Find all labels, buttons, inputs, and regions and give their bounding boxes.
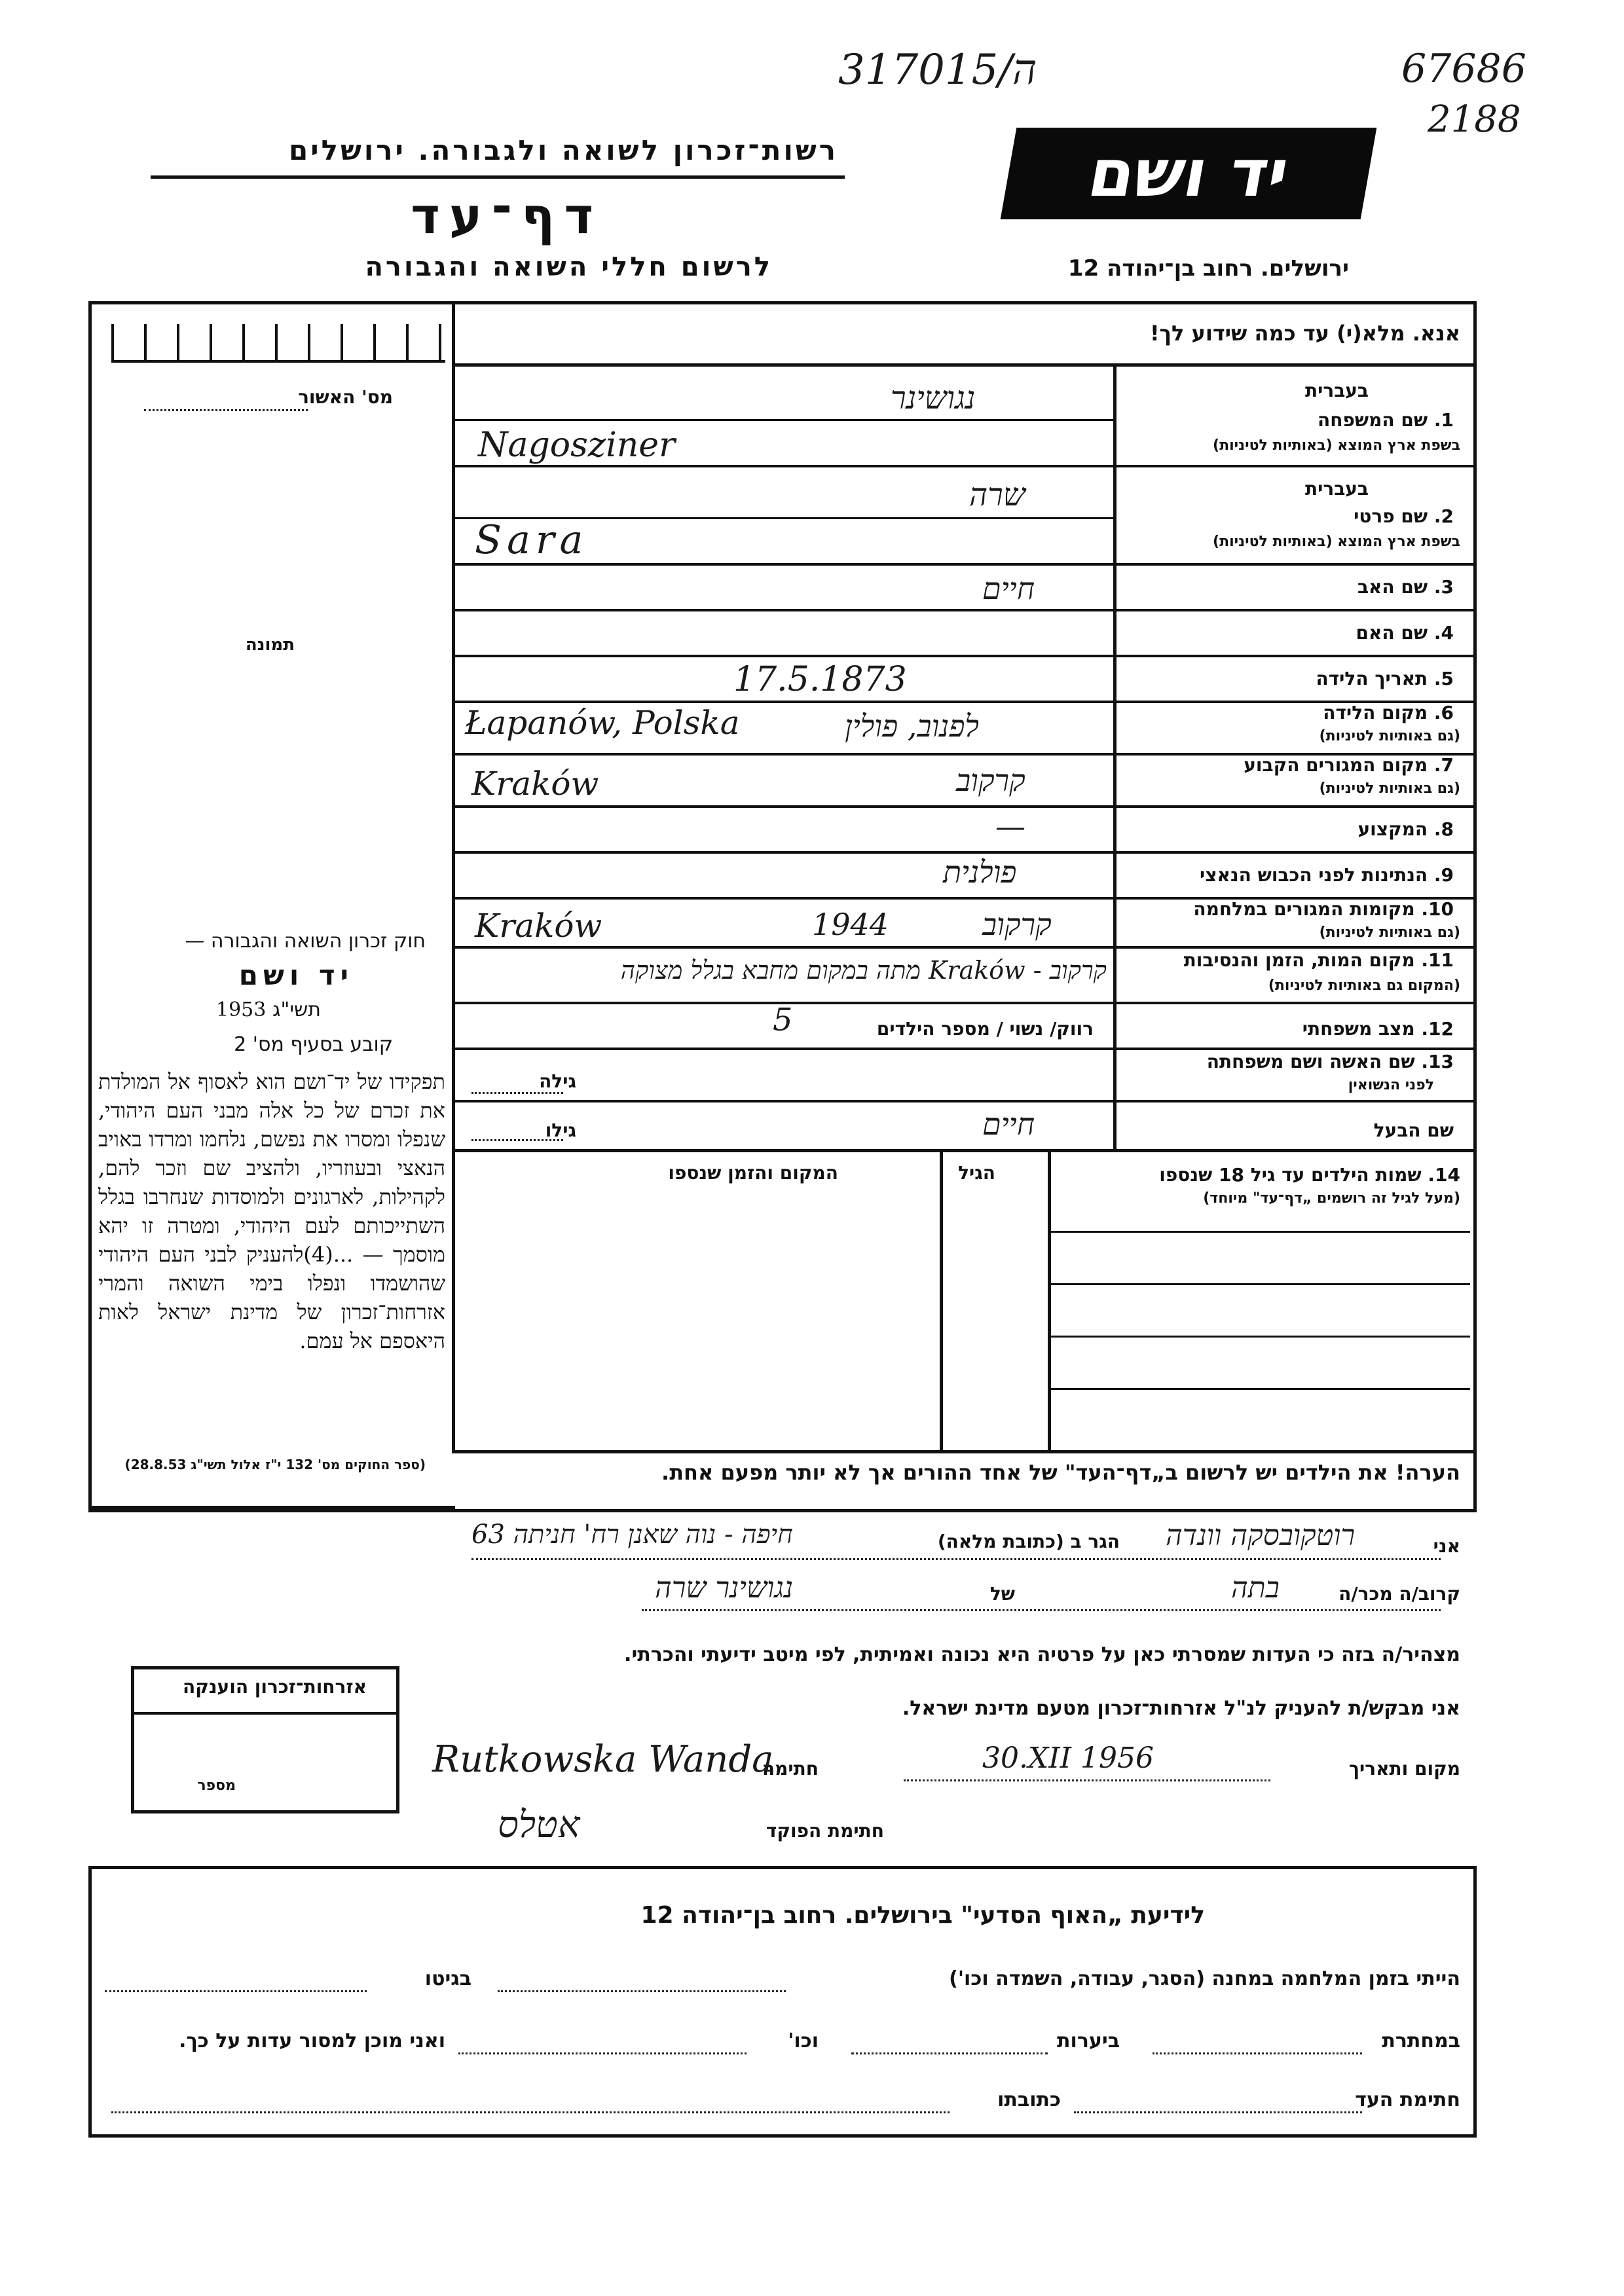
label-father: 3. שם האב <box>1357 576 1454 598</box>
law-footnote: (ספר החוקים מס' 132 י"ז אלול תשי"ג 28.8.53) <box>124 1457 426 1472</box>
father-name-value[interactable]: חיים <box>982 571 1035 606</box>
surname-hebrew-value[interactable]: נגושינר <box>891 380 976 416</box>
camp-field[interactable] <box>498 1990 786 1992</box>
war-place-hebrew-value[interactable]: קרקוב <box>982 907 1052 942</box>
war-place-latin-value[interactable]: Kraków <box>475 907 602 945</box>
children-age-header: הגיל <box>958 1162 995 1184</box>
bottom-title: לידיעת „האוף הסדעי" בירושלים. רחוב בן־יהודה 12 <box>640 1902 1205 1929</box>
date-value[interactable]: 30.XII 1956 <box>982 1741 1154 1775</box>
profession-value[interactable]: — <box>995 809 1025 844</box>
wife-age-field[interactable] <box>471 1092 563 1094</box>
law-section: קובע בסעיף מס' 2 <box>234 1033 393 1056</box>
etc-label: וכו' <box>788 2030 819 2052</box>
request-text: אני מבקש/ת להעניק לנ"ל אזרחות־זכרון מטעם מדינת ישראל. <box>902 1697 1460 1720</box>
birth-date-value[interactable]: 17.5.1873 <box>733 660 907 699</box>
citizenship-title: אזרחות־זכרון הוענקה <box>183 1676 367 1698</box>
label-marital: 12. מצב משפחתי <box>1302 1018 1454 1040</box>
law-yad-vashem: יד ושם <box>238 959 354 991</box>
approval-number-field[interactable] <box>144 409 308 411</box>
marital-options: רווק/ נשוי / מספר הילדים <box>876 1018 1094 1040</box>
label-profession: 8. המקצוע <box>1357 818 1454 840</box>
instruction-text: אנא. מלא(י) עד כמה שידוע לך! <box>1149 321 1460 346</box>
label-first-name: 2. שם פרטי <box>1354 505 1454 527</box>
underground-label: במחתרת <box>1382 2030 1460 2052</box>
label-hebrew-2: בעברית <box>1304 478 1369 500</box>
authority-name: רשות־זכרון לשואה ולגבורה. ירושלים <box>288 134 838 166</box>
war-year-value[interactable]: 1944 <box>812 907 889 942</box>
children-count-value[interactable]: 5 <box>773 1002 793 1038</box>
label-war-residence: 10. מקומות המגורים במלחמה <box>1193 898 1454 920</box>
header-rule <box>151 175 845 179</box>
ghetto-field[interactable] <box>105 1990 367 1992</box>
witness-address-label: הגר ב (כתובת מלאה) <box>937 1531 1120 1552</box>
archive-number-center: 317015/ה <box>838 46 1037 94</box>
bottom-line-1: הייתי בזמן המלחמה במחנה (הסגר, עבודה, השמדה וכו') <box>949 1967 1460 1990</box>
nationality-value[interactable]: פולנית <box>943 854 1017 890</box>
page-title: דף־עד <box>411 187 602 245</box>
law-year: 1953 <box>216 998 267 1021</box>
ghetto-label: בגיטו <box>424 1967 471 1990</box>
label-death-sub: (המקום גם באותיות לטיניות) <box>1268 977 1460 994</box>
witness-address-bottom-field[interactable] <box>111 2111 950 2113</box>
forests-field[interactable] <box>851 2052 1048 2054</box>
residence-hebrew-value[interactable]: קרקוב <box>956 763 1025 798</box>
officer-signature-label: חתימת הפוקד <box>766 1820 884 1842</box>
forests-label: ביערות <box>1057 2030 1120 2052</box>
law-title: חוק זכרון השואה והגבורה — <box>185 930 426 953</box>
label-first-name-latin: בשפת ארץ המוצא (באותיות לטיניות) <box>1213 534 1460 550</box>
label-column-divider <box>1113 367 1116 1149</box>
label-war-residence-sub: (גם באותיות לטיניות) <box>1319 924 1460 941</box>
label-nationality: 9. הנתינות לפני הכבוש הנאצי <box>1200 864 1454 886</box>
residence-latin-value[interactable]: Kraków <box>471 765 599 803</box>
wife-age-label: גילה <box>539 1070 576 1092</box>
of-name-value[interactable]: נגושינר שרה <box>655 1571 794 1605</box>
label-birth-place: 6. מקום הלידה <box>1323 702 1454 723</box>
archive-number-right: 67686 <box>1401 46 1526 92</box>
label-hebrew-1: בעברית <box>1304 380 1369 401</box>
witness-name-value[interactable]: רוטקובסקה וונדה <box>1166 1519 1356 1552</box>
underground-field[interactable] <box>1153 2052 1362 2054</box>
yad-vashem-logo: יד ושם <box>1001 128 1377 219</box>
witness-address-value[interactable]: חיפה - נוה שאנן רח' חניתה 63 <box>471 1520 793 1550</box>
witness-signature-field[interactable] <box>1074 2111 1362 2113</box>
label-surname-latin: בשפת ארץ המוצא (באותיות לטיניות) <box>1213 437 1460 454</box>
husband-name-value[interactable]: חיים <box>982 1106 1035 1142</box>
testimony-text: ואני מוכן למסור עדות על כך. <box>179 2030 445 2052</box>
citizenship-number-label: מספר <box>197 1777 236 1794</box>
place-date-label: מקום ותאריך <box>1348 1758 1460 1779</box>
officer-signature: אטלס <box>498 1804 580 1846</box>
label-wife: 13. שם האשה ושם משפחתה <box>1206 1051 1454 1072</box>
label-children: 14. שמות הילדים עד גיל 18 שנספו <box>1159 1164 1460 1186</box>
witness-signature-label: חתימת העד <box>1355 2088 1460 2111</box>
label-mother: 4. שם האם <box>1356 622 1454 644</box>
signature-label: חתימה <box>762 1758 819 1779</box>
first-name-latin-value[interactable]: Sara <box>475 517 589 563</box>
label-residence-sub: (גם באותיות לטיניות) <box>1319 780 1460 797</box>
surname-latin-value[interactable]: Nagosziner <box>478 426 675 465</box>
of-label: של <box>989 1583 1015 1605</box>
birth-place-latin-value[interactable]: Łapanów, Polska <box>465 704 740 742</box>
witness-signature: Rutkowska Wanda <box>432 1738 774 1781</box>
husband-age-label: גילו <box>545 1120 576 1141</box>
label-birth-place-sub: (גם באותיות לטיניות) <box>1319 728 1460 744</box>
label-death: 11. מקום המות, הזמן והנסיבות <box>1183 949 1454 971</box>
witness-address-bottom-label: כתובתו <box>997 2088 1061 2111</box>
label-birth-date: 5. תאריך הלידה <box>1316 668 1454 689</box>
birth-place-hebrew-value[interactable]: לפנוב, פולין <box>845 708 979 744</box>
approval-number-label: מס' האשור <box>298 386 393 408</box>
declaration-text: מצהיר/ה בזה כי העדות שמסרתי כאן על פרטיה היא נכונה ואמיתית, לפי מיטב ידיעתי והכרתי. <box>624 1643 1460 1666</box>
law-text: תפקידו של יד־ושם הוא לאסוף אל המולדת את זכרם של כל אלה מבני העם היהודי, שנפלו ומסרו את נפשם, נלחמו ומרדו באויב הנאצי ובעוזריו, ולהציב שם וזכר להם, לקהילות, לארגונים ולמוסדות שנחרבו בגלל השתייכותם לעם היהודי, ומטרה זו יהא מוסמך — ...(4)להעניק לבני העם היהודי שהושמדו ונפלו בימי השואה והמרי אזרחות־זכרון של מדינת ישראל לאות היאספם אל עמם. <box>98 1069 446 1353</box>
relation-value[interactable]: בתה <box>1231 1571 1280 1605</box>
first-name-hebrew-value[interactable]: שרה <box>969 477 1025 513</box>
address: ירושלים. רחוב בן־יהודה 12 <box>1067 255 1349 282</box>
law-year-hebrew: תשי"ג <box>272 998 321 1021</box>
label-surname: 1. שם המשפחה <box>1318 409 1454 431</box>
witness-i-label: אני <box>1433 1535 1460 1557</box>
label-children-sub: (מעל לגיל זה רושמים „דף־עד" מיוחד) <box>1203 1190 1460 1207</box>
relation-label: קרוב/ה מכר/ה <box>1338 1583 1460 1605</box>
label-residence: 7. מקום המגורים הקבוע <box>1244 754 1454 776</box>
left-column-divider <box>452 301 455 1453</box>
archive-number-right-2: 2188 <box>1428 98 1521 141</box>
death-circumstances-value[interactable]: קרקוב - Kraków מתה במקום מחבא בגלל מצוקה <box>620 956 1107 985</box>
label-husband: שם הבעל <box>1373 1120 1454 1141</box>
husband-age-field[interactable] <box>471 1139 563 1141</box>
etc-field[interactable] <box>458 2052 747 2054</box>
label-wife-sub: לפני הנשואין <box>1348 1077 1434 1093</box>
page-subtitle: לרשום חללי השואה והגבורה <box>365 252 773 282</box>
children-place-header: המקום והזמן שנספו <box>668 1162 838 1184</box>
note-text: הערה! את הילדים יש לרשום ב„דף־העד" של אחד ההורים אך לא יותר מפעם אחת. <box>661 1460 1460 1485</box>
tick-strip <box>111 324 445 363</box>
photo-label: תמונה <box>245 635 295 655</box>
